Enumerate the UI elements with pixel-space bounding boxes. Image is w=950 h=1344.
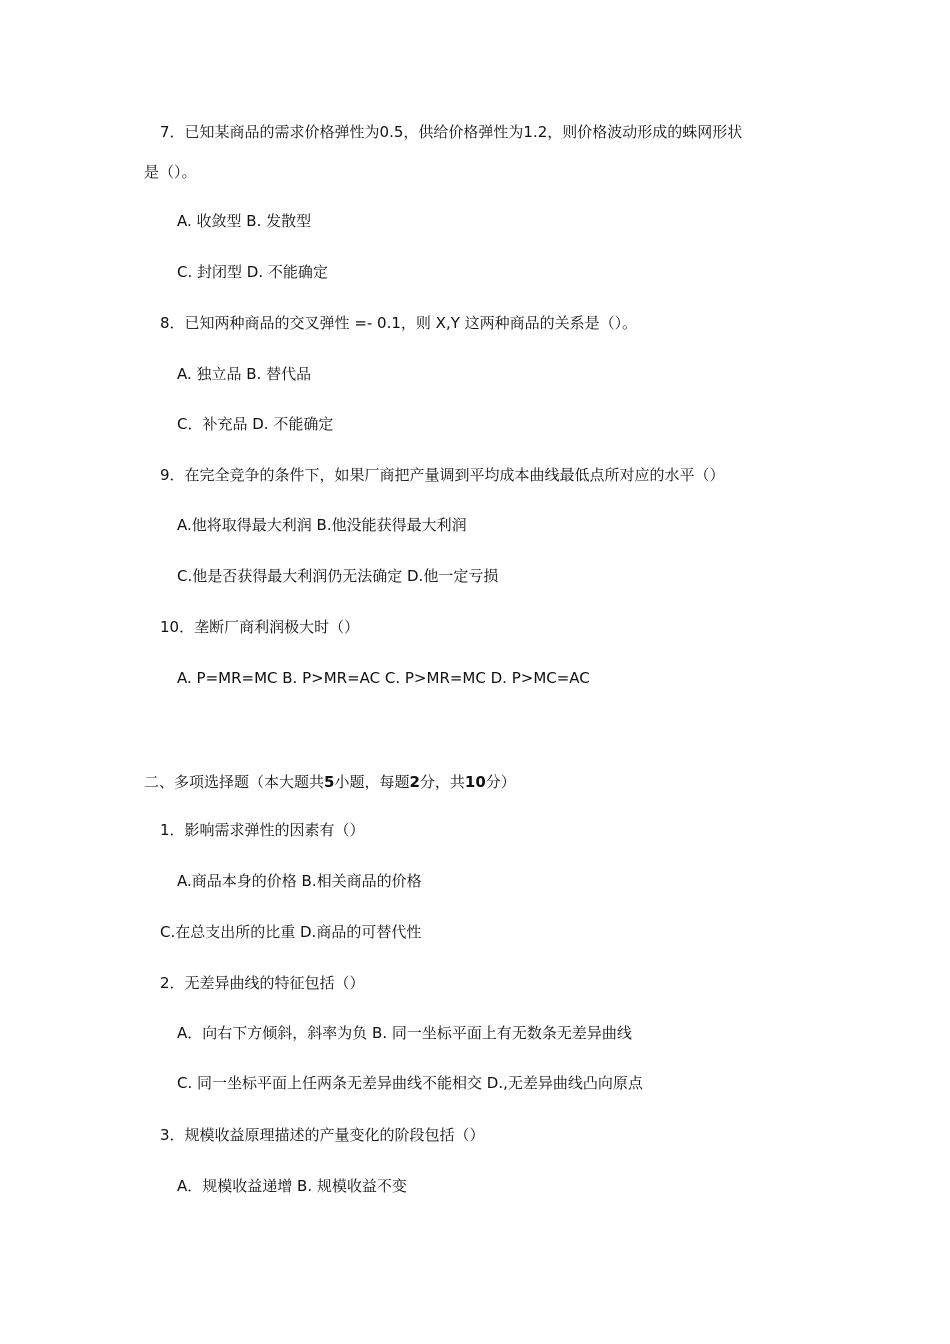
question-9-options-cd: C.他是否获得最大利润仍无法确定 D.他一定亏损 (177, 567, 499, 585)
question-8-stem: 8．已知两种商品的交叉弹性 =- 0.1，则 X,Y 这两种商品的关系是（）。 (160, 314, 638, 332)
question-10-stem: 10．垄断厂商利润极大时（） (160, 618, 360, 636)
mc-question-1-options-ab: A.商品本身的价格 B.相关商品的价格 (177, 872, 422, 890)
question-7-stem: 7．已知某商品的需求价格弹性为0.5，供给价格弹性为1.2，则价格波动形成的蛛网形状 (160, 123, 743, 141)
mc-question-2-stem: 2．无差异曲线的特征包括（） (160, 974, 365, 992)
question-9-stem: 9．在完全竞争的条件下，如果厂商把产量调到平均成本曲线最低点所对应的水平（） (160, 466, 725, 484)
question-7-stem-continued: 是（）。 (144, 163, 197, 181)
section-heading-prefix: 二、多项选择题（本大题共 (144, 773, 325, 791)
question-8-options-ab: A. 独立品 B. 替代品 (177, 365, 312, 383)
section-points-total: 10 (464, 773, 486, 791)
question-7-options-cd: C. 封闭型 D. 不能确定 (177, 263, 328, 281)
question-9-options-ab: A.他将取得最大利润 B.他没能获得最大利润 (177, 516, 467, 534)
question-8-options-cd: C．补充品 D. 不能确定 (177, 415, 334, 433)
mc-question-1-options-cd: C.在总支出所的比重 D.商品的可替代性 (160, 923, 422, 941)
mc-question-3-stem: 3．规模收益原理描述的产量变化的阶段包括（） (160, 1126, 485, 1144)
question-10-options: A. P=MR=MC B. P>MR=AC C. P>MR=MC D. P>MC=AC (177, 669, 590, 687)
section-heading-mid1: 小题，每题 (334, 773, 410, 791)
mc-question-1-stem: 1．影响需求弹性的因素有（） (160, 821, 365, 839)
mc-question-2-options-cd: C. 同一坐标平面上任两条无差异曲线不能相交 D.,无差异曲线凸向原点 (177, 1074, 643, 1092)
mc-question-3-options-ab: A．规模收益递增 B. 规模收益不变 (177, 1177, 407, 1195)
section-points-each: 2 (409, 773, 420, 791)
section-heading-mid2: 分，共 (419, 773, 465, 791)
question-7-options-ab: A. 收敛型 B. 发散型 (177, 212, 312, 230)
section-heading-multiple-choice (144, 772, 516, 792)
section-heading-suffix: 分） (485, 773, 516, 791)
section-question-count: 5 (324, 773, 335, 791)
mc-question-2-options-ab: A．向右下方倾斜，斜率为负 B. 同一坐标平面上有无数条无差异曲线 (177, 1024, 632, 1042)
